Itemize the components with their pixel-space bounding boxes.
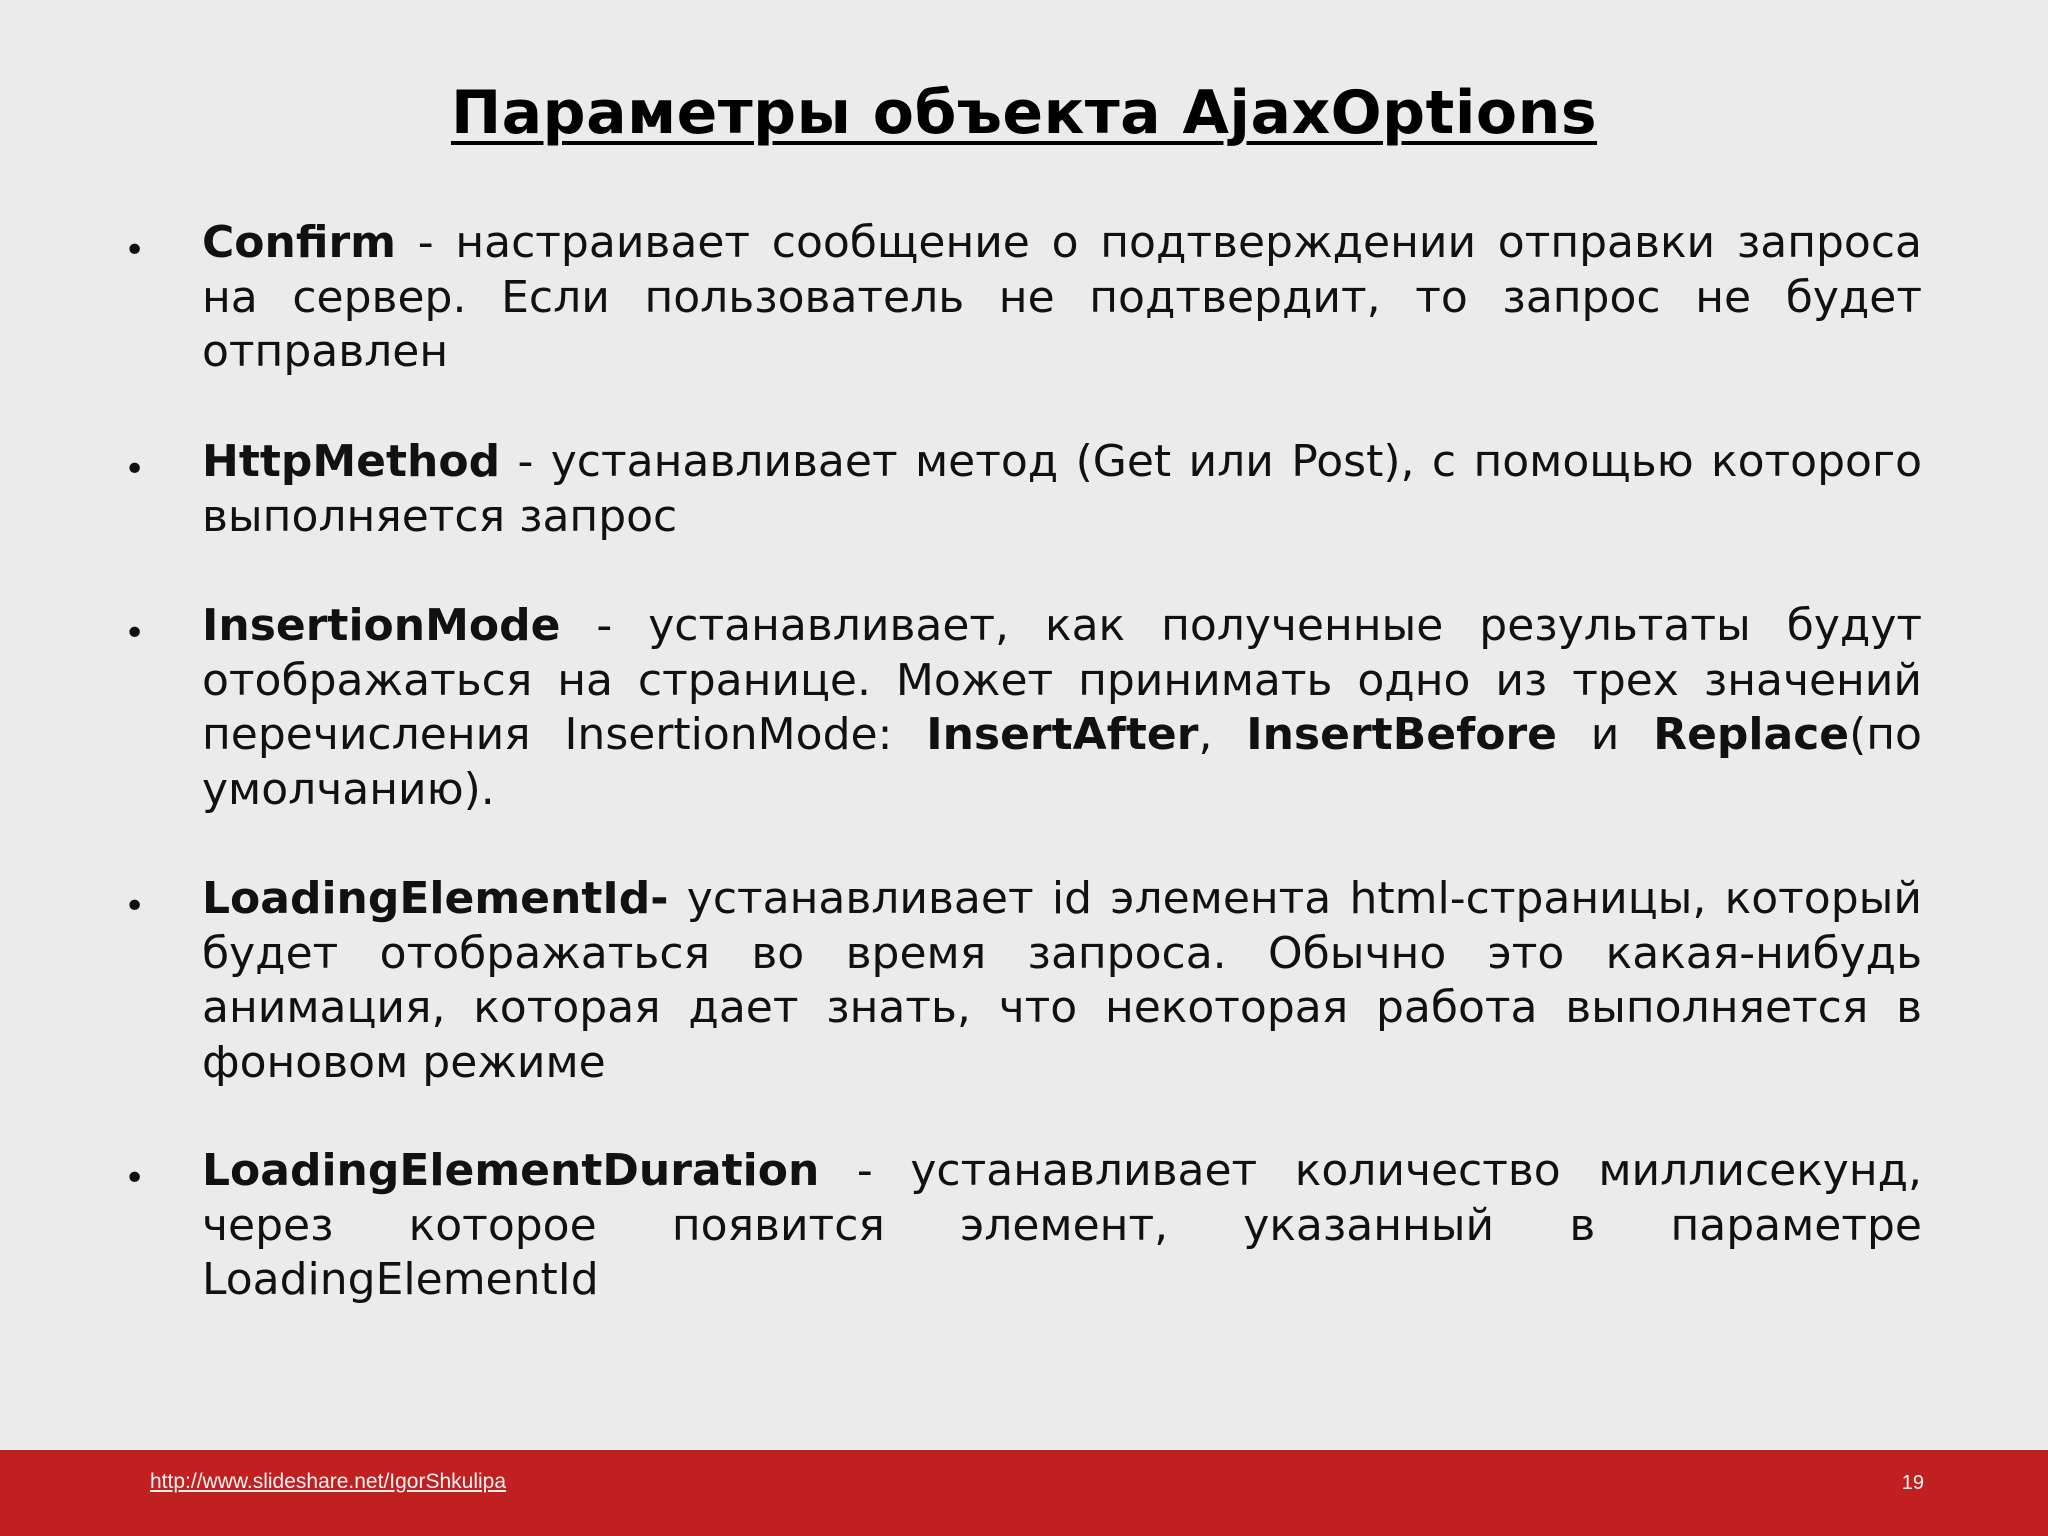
list-item-confirm (202, 216, 1922, 380)
description-tail: (по умолчанию). (202, 709, 1922, 815)
description-httpmethod: - устанавливает метод (Get или Post), с помощью которого выполняется запрос (202, 436, 1922, 542)
value-insertbefore: InsertBefore (1246, 709, 1557, 760)
value-replace: Replace (1653, 709, 1850, 760)
footer-link[interactable]: http://www.slideshare.net/IgorShkulipa (150, 1470, 507, 1493)
description-loadingelementid: устанавливает id элемента html-страницы, который будет отображаться во время запроса. Обычно это какая-нибудь анимация, которая дает знать, что некоторая работа выполняется в фоновом режиме (202, 873, 1922, 1088)
list-item-httpmethod (202, 435, 1922, 544)
list-item-insertionmode (202, 599, 1922, 817)
list-item-loadingelementid (202, 872, 1922, 1090)
bullet-icon: • (124, 449, 146, 490)
description-confirm: - настраивает сообщение о подтверждении отправки запроса на сервер. Если пользователь не подтвердит, то запрос не будет отправлен (202, 217, 1922, 377)
term-httpmethod: HttpMethod (202, 436, 501, 487)
slide-title: Параметры объекта AjaxOptions (450, 78, 1598, 148)
term-insertionmode: InsertionMode (202, 600, 561, 651)
bullet-icon: • (124, 886, 146, 927)
footer-bar (0, 1450, 2048, 1536)
term-loadingelementduration: LoadingElementDuration (202, 1145, 820, 1196)
separator: , (1198, 709, 1247, 760)
bullet-icon: • (124, 613, 146, 654)
term-confirm: Confirm (202, 217, 397, 268)
page-number: 19 (1901, 1472, 1924, 1494)
description-loadingelementduration: - устанавливает количество миллисекунд, через которое появится элемент, указанный в параметре LoadingElementId (202, 1145, 1922, 1305)
bullet-icon: • (124, 1158, 146, 1199)
description-insertionmode: - устанавливает, как полученные результаты будут отображаться на странице. Может принимать одно из трех значений перечисления InsertionMode: (202, 600, 1922, 760)
value-insertafter: InsertAfter (926, 709, 1199, 760)
separator: и (1556, 709, 1654, 760)
list-item-loadingelementduration (202, 1144, 1922, 1308)
term-loadingelementid: LoadingElementId- (202, 873, 669, 924)
bullet-icon: • (124, 230, 146, 271)
